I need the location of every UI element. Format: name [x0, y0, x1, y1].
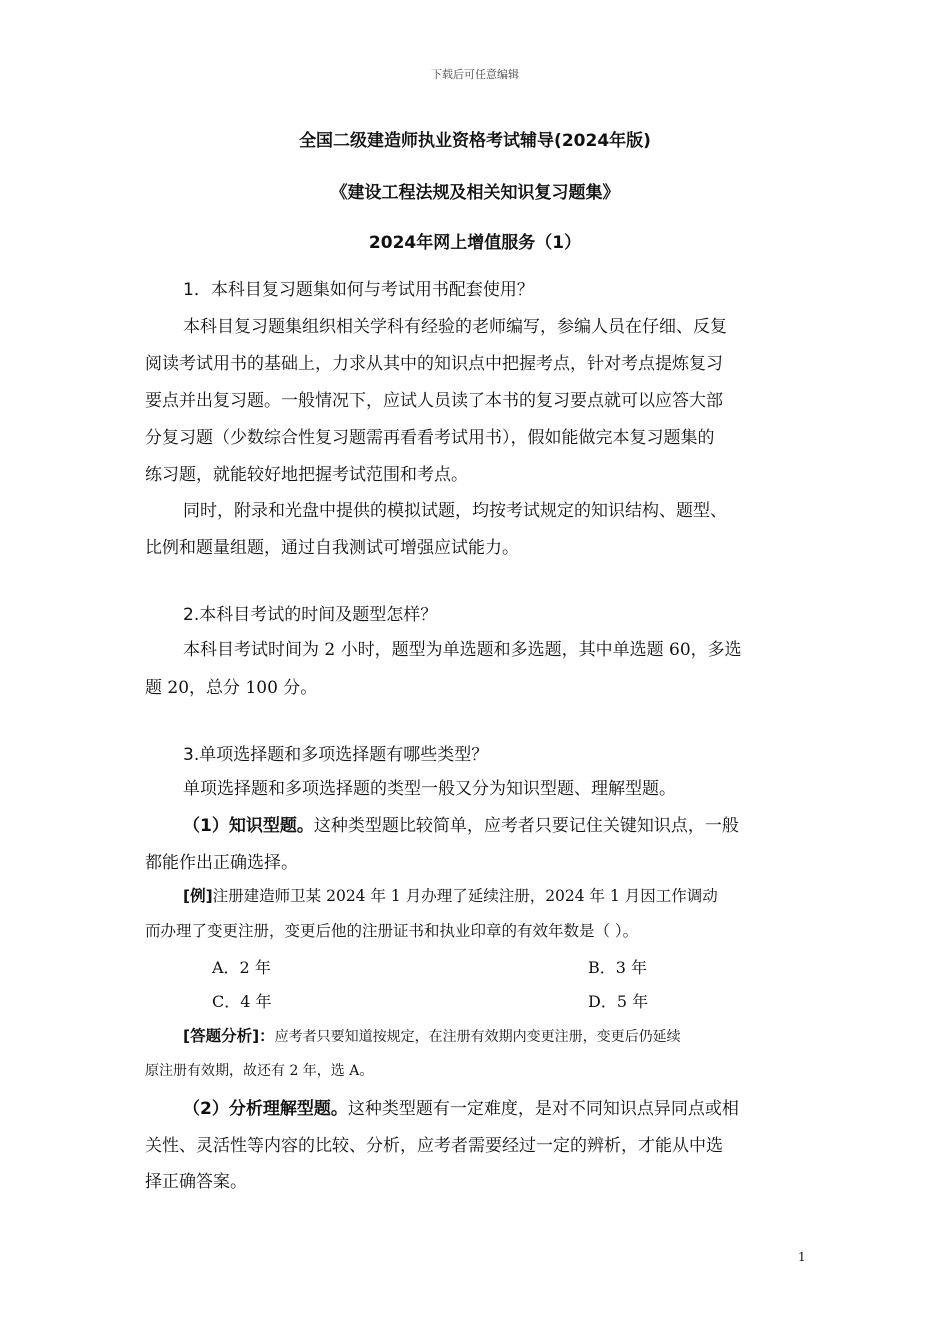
type-1-label: （1）知识型题。	[183, 816, 314, 836]
option-d: D．5 年	[588, 992, 649, 1011]
paragraph-line: 原注册有效期，故还有 2 年，选 A。	[145, 1063, 374, 1079]
question-1: 1．本科目复习题集如何与考试用书配套使用？	[183, 280, 534, 300]
paragraph-line: 而办理了变更注册，变更后他的注册证书和执业印章的有效年数是（ ）。	[145, 922, 639, 940]
paragraph-line: 本科目复习题集组织相关学科有经验的老师编写，参编人员在仔细、反复	[183, 317, 727, 337]
option-a: A．2 年	[212, 958, 271, 977]
option-b: B．3 年	[588, 958, 648, 977]
page-number: 1	[798, 1250, 806, 1264]
type-2-label: （2）分析理解型题。	[183, 1099, 348, 1119]
paragraph-line: 分复习题（少数综合性复习题需再看看考试用书），假如能做完本复习题集的	[145, 428, 715, 448]
type-2-line	[183, 1094, 739, 1119]
analysis-label: [答题分析]：	[183, 1027, 275, 1045]
header-note: 下载后可任意编辑	[431, 68, 519, 81]
analysis-line	[183, 1024, 681, 1046]
example-line	[183, 884, 718, 906]
paragraph-line: 关性、灵活性等内容的比较、分析，应考者需要经过一定的辨析，才能从中选	[145, 1136, 723, 1156]
type-1-text: 这种类型题比较简单，应考者只要记住关键知识点，一般	[313, 816, 739, 836]
paragraph-line: 择正确答案。	[145, 1172, 247, 1192]
paragraph-line: 题 20，总分 100 分。	[145, 678, 318, 698]
type-1-line	[183, 811, 739, 836]
paragraph-line: 都能作出正确选择。	[145, 853, 298, 873]
paragraph-line: 比例和题量组题，通过自我测试可增强应试能力。	[145, 538, 519, 558]
option-c: C．4 年	[212, 992, 272, 1011]
question-3: 3.单项选择题和多项选择题有哪些类型？	[183, 745, 489, 765]
type-2-text: 这种类型题有一定难度，是对不同知识点异同点或相	[347, 1099, 739, 1119]
paragraph-line: 本科目考试时间为 2 小时，题型为单选题和多选题，其中单选题 60，多选	[183, 640, 742, 660]
paragraph-line: 阅读考试用书的基础上，力求从其中的知识点中把握考点，针对考点提炼复习	[145, 354, 723, 374]
paragraph-line: 同时，附录和光盘中提供的模拟试题，均按考试规定的知识结构、题型、	[183, 501, 727, 521]
paragraph-line: 要点并出复习题。一般情况下，应试人员读了本书的复习要点就可以应答大部	[145, 391, 723, 411]
paragraph-line: 练习题，就能较好地把握考试范围和考点。	[145, 465, 468, 485]
title-line-3: 2024年网上增值服务（1）	[368, 233, 582, 253]
section-3-intro: 单项选择题和多项选择题的类型一般又分为知识型题、理解型题。	[183, 779, 676, 799]
example-text: 注册建造师卫某 2024 年 1 月办理了延续注册，2024 年 1 月因工作调动	[212, 887, 718, 905]
example-label: [例]	[183, 887, 213, 905]
question-2: 2.本科目考试的时间及题型怎样？	[183, 605, 438, 625]
title-line-1: 全国二级建造师执业资格考试辅导(2024年版)	[299, 131, 651, 151]
analysis-text: 应考者只要知道按规定，在注册有效期内变更注册，变更后仍延续	[274, 1029, 681, 1045]
title-line-2: 《建设工程法规及相关知识复习题集》	[330, 183, 620, 203]
